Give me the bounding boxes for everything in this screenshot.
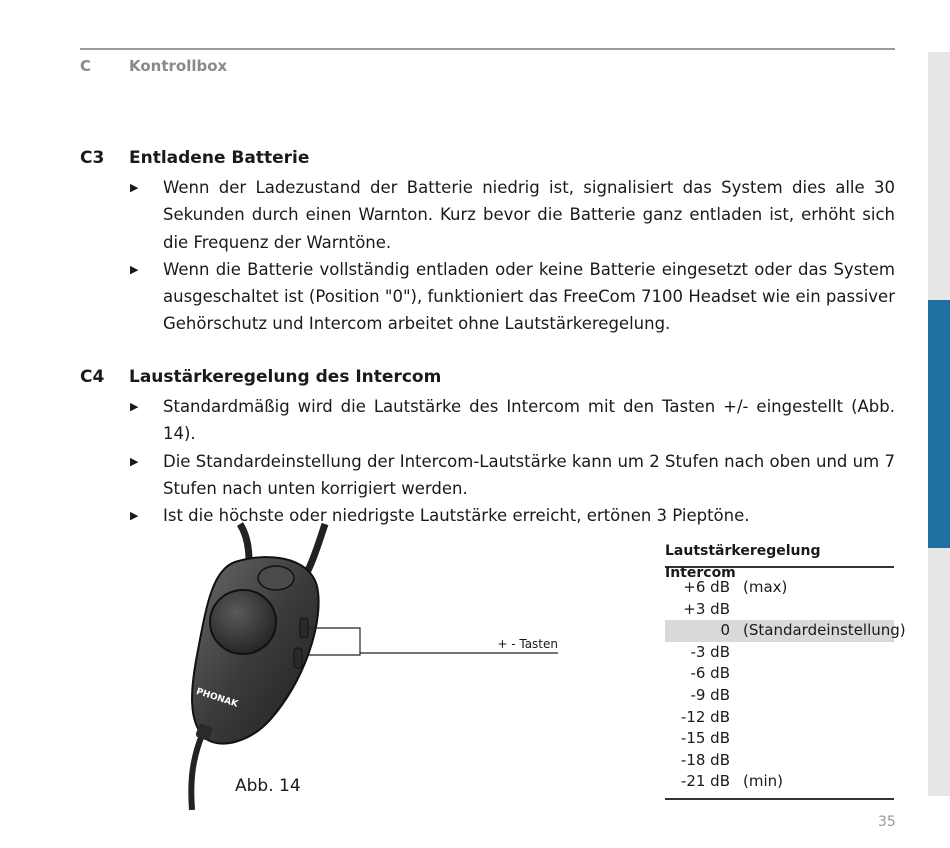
section-c3 [80, 148, 895, 338]
table-row [665, 771, 894, 793]
cable-bottom [191, 735, 202, 810]
volume-table [665, 540, 906, 800]
chapter-sidebar [928, 52, 950, 796]
section-number: C3 [80, 148, 105, 168]
section-heading [80, 148, 895, 174]
table-title: Lautstärkeregelung Intercom [665, 540, 894, 568]
bullet-text: Wenn die Batterie vollständig entladen oder keine Batterie eingesetzt oder das System ausgeschaltet ist (Position "0"), funktioniert das FreeCom 7100 Headset wie ein passiver Gehörschutz und Intercom arbeitet ohne Lautstärkeregelung. [163, 259, 895, 334]
bullet-triangle-icon: ▶ [130, 509, 139, 523]
list-item [80, 448, 895, 503]
running-header [80, 57, 228, 75]
volume-note: (Standardeinstellung) [743, 621, 906, 640]
volume-note: (max) [743, 578, 788, 596]
volume-value: +6 dB [683, 578, 730, 596]
volume-value: -9 dB [690, 685, 730, 704]
section-title: Laustärkeregelung des Intercom [129, 367, 442, 387]
table-row [665, 663, 894, 685]
control-box-illustration [180, 520, 570, 810]
bullet-triangle-icon: ▶ [130, 262, 139, 276]
top-button [258, 566, 294, 590]
header-title: Kontrollbox [129, 57, 228, 75]
table-row [665, 750, 894, 772]
bullet-triangle-icon: ▶ [130, 454, 139, 468]
volume-knob [210, 590, 276, 654]
bullet-triangle-icon: ▶ [130, 400, 139, 413]
bullet-list [80, 393, 895, 529]
volume-value: -15 dB [680, 729, 730, 748]
volume-value: -6 dB [690, 664, 730, 683]
chapter-marker [928, 300, 950, 548]
volume-value: -12 dB [680, 707, 730, 726]
table-row [665, 577, 894, 599]
table-row [665, 599, 894, 621]
volume-value: +3 dB [683, 599, 730, 618]
section-number: C4 [80, 367, 105, 387]
bullet-text: Ist die höchste oder niedrigste Lautstärke erreicht, ertönen 3 Pieptöne. [163, 506, 750, 526]
volume-value: 0 [720, 621, 730, 640]
section-heading [80, 367, 895, 393]
header-letter: C [80, 57, 92, 75]
volume-note: (min) [743, 772, 783, 791]
list-item [80, 174, 895, 256]
section-c4 [80, 367, 895, 529]
list-item [80, 256, 895, 338]
bullet-text: Die Standardeinstellung der Intercom-Lautstärke kann um 2 Stufen nach oben und um 7 Stufen nach unten korrigiert werden. [163, 451, 895, 498]
list-item [80, 393, 895, 448]
page-number: 35 [878, 814, 896, 830]
figure-caption: Abb. 14 [235, 776, 301, 796]
brand-logo: PHONAK [194, 686, 240, 710]
table-row [665, 642, 894, 664]
table-row [665, 685, 894, 707]
volume-value: -21 dB [680, 772, 730, 791]
bullet-text: Standardmäßig wird die Lautstärke des Intercom mit den Tasten +/- eingestellt (Abb. 14). [163, 397, 895, 444]
table-row [665, 620, 906, 642]
volume-value: -18 dB [680, 750, 730, 769]
table-row [665, 707, 894, 729]
callout-label: + - Tasten [497, 637, 558, 651]
section-title: Entladene Batterie [129, 148, 310, 168]
top-rule [80, 48, 895, 50]
bullet-list [80, 174, 895, 338]
bullet-text: Wenn der Ladezustand der Batterie niedrig ist, signalisiert das System dies alle 30 Sekunden durch einen Warnton. Kurz bevor die Batterie ganz entladen ist, erhöht sich die Frequenz der Warntöne. [163, 178, 895, 252]
table-row [665, 728, 894, 750]
minus-button [294, 648, 302, 668]
bullet-triangle-icon: ▶ [130, 181, 139, 194]
volume-value: -3 dB [690, 642, 730, 661]
table-body [665, 568, 906, 800]
